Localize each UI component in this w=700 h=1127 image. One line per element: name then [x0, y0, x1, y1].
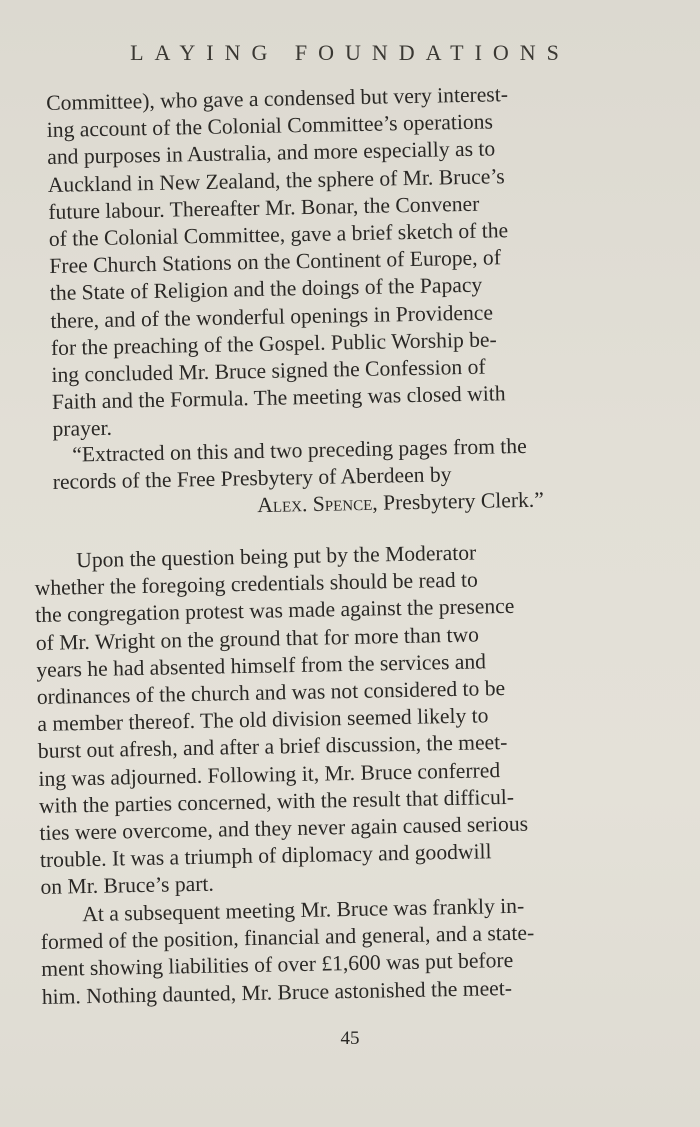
text-line: ties were overcome, and they never again caused serious — [39, 811, 529, 845]
paragraph-committee-account — [46, 81, 514, 443]
text-line: years he had absented himself from the services and — [36, 649, 487, 682]
signature-name: Alex. Spence, — [257, 491, 378, 518]
text-line: whether the foregoing credentials should be read to — [34, 567, 479, 601]
paragraph-moderator-question — [34, 539, 529, 902]
text-line: Committee), who gave a condensed but very interest- — [46, 82, 509, 115]
text-line: future labour. Thereafter Mr. Bonar, the Convener — [48, 191, 480, 224]
running-head: LAYING FOUNDATIONS — [130, 40, 570, 65]
text-line: Free Church Stations on the Continent of Europe, of — [49, 245, 502, 279]
page-number: 45 — [340, 1028, 360, 1049]
text-line: ment showing liabilities of over £1,600 was put before — [41, 948, 514, 982]
text-line: ing was adjourned. Following it, Mr. Bruce conferred — [38, 757, 501, 791]
text-line: there, and of the wonderful openings in Providence — [50, 300, 494, 333]
text-line: ing concluded Mr. Bruce signed the Confession of — [51, 354, 486, 387]
text-line: on Mr. Bruce’s part. — [40, 872, 215, 900]
text-line: and purposes in Australia, and more especially as to — [47, 136, 496, 170]
text-line: formed of the position, financial and general, and a state- — [40, 920, 535, 955]
text-line: “Extracted on this and two preceding pages from the — [72, 433, 527, 467]
text-line: At a subsequent meeting Mr. Bruce was frankly in- — [82, 893, 525, 927]
text-line: the State of Religion and the doings of the Papacy — [49, 273, 483, 306]
text-line: prayer. — [52, 416, 113, 442]
extract-quotation — [52, 433, 544, 524]
text-line: of Mr. Wright on the ground that for more than two — [35, 622, 480, 655]
text-line: Auckland in New Zealand, the sphere of Mr. Bruce’s — [47, 163, 505, 197]
text-line: Upon the question being put by the Moderator — [76, 540, 477, 573]
text-line: trouble. It was a triumph of diplomacy and goodwill — [39, 839, 492, 873]
text-line: the congregation protest was made against the presence — [35, 594, 515, 628]
text-line: with the parties concerned, with the result that difficul- — [38, 784, 515, 818]
text-line: records of the Free Presbytery of Aberdeen by — [52, 462, 452, 495]
text-line: Faith and the Formula. The meeting was closed with — [51, 381, 506, 415]
signature-title: Presbytery Clerk.” — [382, 487, 545, 516]
text-line: of the Colonial Committee, gave a brief sketch of the — [48, 218, 509, 251]
paragraph-subsequent-meeting — [40, 893, 535, 1011]
text-line: a member thereof. The old division seemed likely to — [37, 703, 489, 737]
text-line: ing account of the Colonial Committee’s operations — [46, 109, 494, 143]
text-line: him. Nothing daunted, Mr. Bruce astonished the meet- — [41, 975, 513, 1009]
text-line: for the preaching of the Gospel. Public Worship be- — [50, 327, 497, 360]
text-line: ordinances of the church and was not considered to be — [36, 676, 506, 709]
text-line: burst out afresh, and after a brief discussion, the meet- — [37, 730, 508, 764]
